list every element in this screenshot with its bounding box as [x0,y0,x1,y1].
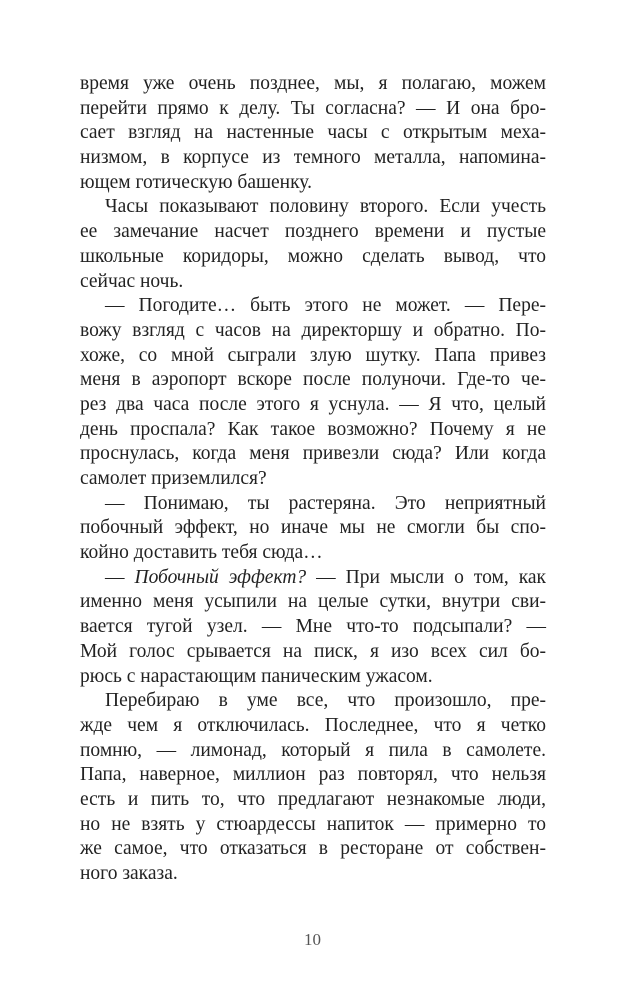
text-segment: Часы показывают половину второго. Если учесть [105,196,546,218]
text-line [80,72,546,97]
paragraph [80,689,546,887]
text-line [80,97,546,122]
paragraph [80,294,546,492]
text-line [80,763,546,788]
text-segment: сает взгляд на настенные часы с открытым меха- [80,122,546,144]
text-segment: но не взять у стюардессы напиток — примерно то [80,813,546,835]
text-line [80,146,546,171]
text-segment: — Понимаю, ты растеряна. Это неприятный [105,492,546,514]
text-segment: время уже очень позднее, мы, я полагаю, можем [80,73,546,94]
paragraph [80,566,546,689]
text-segment: рюсь с нарастающим паническим ужасом. [80,665,433,687]
text-segment: рез два часа после этого я уснула. — Я что, целый [80,393,546,415]
text-segment: вается тугой узел. — Мне что-то подсыпали? — [80,616,546,638]
italic-text: Побочный эффект? [134,566,307,588]
text-line [80,492,546,517]
text-line [80,788,546,813]
text-segment: низмом, в корпусе из темного металла, напомина- [80,147,546,169]
text-line [80,467,546,492]
text-segment: побочный эффект, но иначе мы не смогли бы спо- [80,517,546,539]
text-segment: меня в аэропорт вскоре после полуночи. Где-то че- [80,369,546,391]
text-segment: самолет приземлился? [80,468,267,489]
text-line [80,171,546,196]
text-segment: — [105,566,135,588]
text-line [80,270,546,295]
text-line [80,220,546,245]
text-line [80,689,546,714]
text-line [80,615,546,640]
text-segment: именно меня усыпили на целые сутки, внутри сви- [80,591,546,613]
text-line [80,837,546,862]
text-segment: ного заказа. [80,863,178,884]
text-line [80,442,546,467]
text-segment: вожу взгляд с часов на директоршу и обратно. По- [80,319,546,341]
text-line [80,195,546,220]
text-line [80,665,546,690]
text-line [80,714,546,739]
text-line [80,319,546,344]
text-segment: Перебираю в уме все, что произошло, пре- [105,690,546,712]
text-line [80,541,546,566]
text-line [80,245,546,270]
text-line [80,739,546,764]
text-segment: ющем готическую башенку. [80,171,312,193]
text-line [80,566,546,591]
text-line [80,368,546,393]
text-segment: проснулась, когда меня привезли сюда? Или когда [80,443,546,465]
text-segment: есть и пить то, что предлагают незнакомые люди, [80,788,546,810]
text-line [80,590,546,615]
text-line [80,344,546,369]
paragraph [80,195,546,294]
text-line [80,640,546,665]
text-line [80,813,546,838]
text-segment: хоже, со мной сыграли злую шутку. Папа привез [80,344,546,366]
text-line [80,121,546,146]
text-line [80,393,546,418]
text-segment: Папа, наверное, миллион раз повторял, что нельзя [80,764,546,786]
text-line [80,294,546,319]
text-segment: жде чем я отключилась. Последнее, что я четко [80,714,546,736]
text-line [80,418,546,443]
text-segment: ее замечание насчет позднего времени и пустые [80,221,546,243]
text-line [80,862,546,887]
text-segment: — Погодите… быть этого не может. — Пере- [105,295,546,317]
text-segment: перейти прямо к делу. Ты согласна? — И она бро- [80,97,546,119]
text-segment: Мой голос срывается на писк, я изо всех сил бо- [80,640,546,662]
text-segment: сейчас ночь. [80,270,184,292]
page-number: 10 [304,930,321,949]
text-segment: день проспала? Как такое возможно? Почему я не [80,418,546,440]
text-line [80,516,546,541]
paragraph [80,72,546,195]
paragraph [80,492,546,566]
text-segment: койно доставить тебя сюда… [80,542,323,564]
text-segment: же самое, что отказаться в ресторане от собствен- [80,838,546,860]
text-segment: школьные коридоры, можно сделать вывод, что [80,245,546,267]
book-page-text [80,72,546,887]
text-segment: помню, — лимонад, который я пила в самолете. [80,739,546,761]
text-segment: — При мысли о том, как [306,566,546,588]
